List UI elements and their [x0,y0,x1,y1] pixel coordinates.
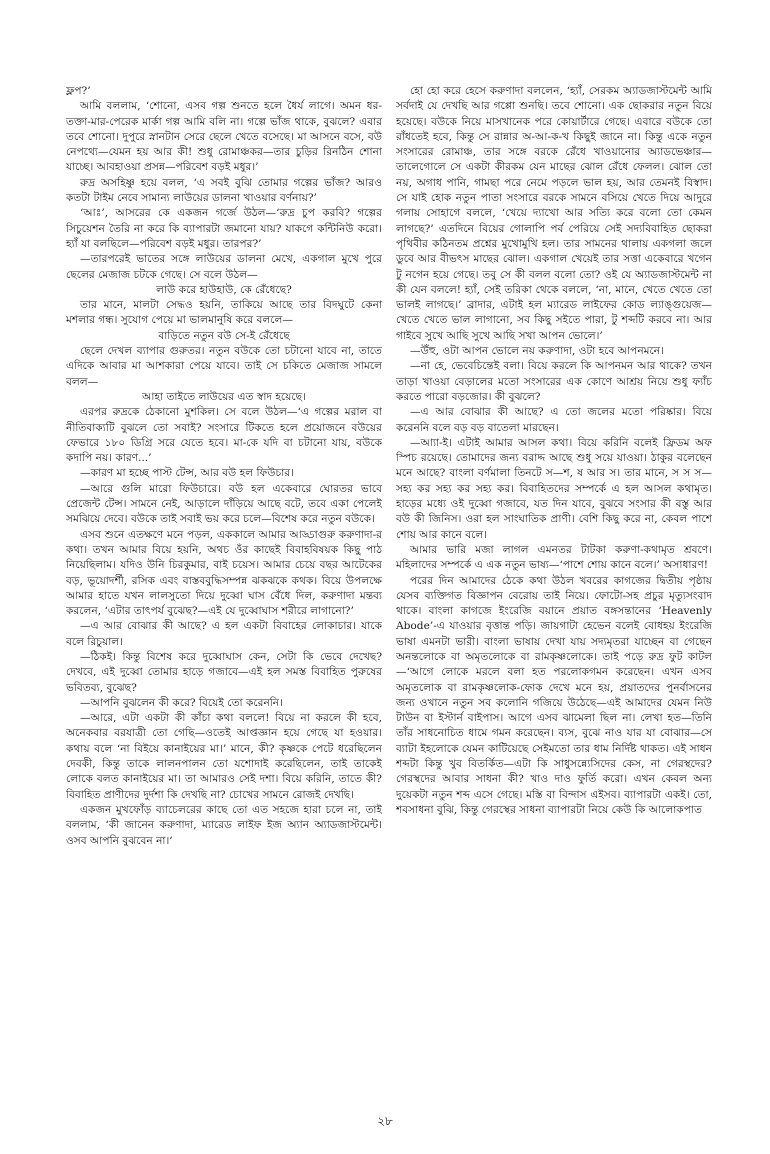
paragraph: —কারণ মা হচ্ছে পাস্ট টেন্স, আর বউ হল ফিউচার। [80,467,294,480]
paragraph: —উঁহু, ওটা আপন ভোলে নয় করুণাদা, ওটা হবে আপনমনে। [410,345,664,358]
paragraph: আমি বললাম, ‘শোনো, এসব গল্প শুনতে হলে ধৈর্য লাগে। অমন ধর-তক্তা-মার-পেরেক মার্কা গল্প আমি বলি না। গল্পে ভাঁজ থাকে, বুঝলে? এবার তবে শোনো। দুপুরে স্নানটান সেরে ছেলে খেতে বসেছে। মা আসনে বসে, বউ নেপথ্যে—যেমন হয় আর কী! শুধু রোমাঞ্চকর—তার চুড়ির রিনঠিন শোনা যাচ্ছে। আবহাওয়া প্রসন্ন—পরিবেশ বড়ই মধুর।’ [66,100,382,174]
paragraph: —এ আর বোঝার কী আছে? এ তো জলের মতো পরিষ্কার। বিয়ে করেননি বলে বড় বড় বাতেলা মারছেন। [396,406,712,434]
paragraph: এরপর রুদ্রকে ঠেকানো মুশকিল। সে বলে উঠল—‘এ গল্পের মরাল বা নীতিবাক্যটি বুঝলে তো সবাই? সংসারে টিকতে হলে প্রয়োজনে বউয়ের ফেভারে ১৮০ ডিগ্রি সরে যেতে হবে। মা-কে যদি বা চটানো যায়, বউকে কদাপি নয়। কারণ...’ [66,406,382,465]
paragraph: এসব শুনে এতক্ষণে মনে পড়ল, এককালে আমার আড্ডাগুরু করুণাদা-র কথা। তখন আমার বিয়ে হয়নি, অথচ ওঁর কাছেই বিবাহবিষয়ক কিছু পাঠ নিয়েছিলাম। যদিও উনি চিরকুমার, বাই চয়েস। আমার চেয়ে বছর আটেকের বড়, ভূয়োদর্শী, রসিক এবং বাস্তববুদ্ধিসম্পন্ন ঝকঝকে কথক। বিয়ে উপলক্ষে আমার হাতে যখন লালসুতো দিয়ে দুব্বো ঘাস বেঁধে দিল, করুণাদা মন্তব্য করলেন, ‘এটার তাৎপর্য বুঝেছ?—এই যে দুব্বোঘাস শরীরে লাগানো?’ [66,528,382,618]
paragraph: —এ আর বোঝার কী আছে? এ হল একটা বিবাহের লোকাচার। যাকে বলে রিচুয়াল। [66,620,382,648]
paragraph: হো হো করে হেসে করুণাদা বললেন, ‘হ্যাঁ, সেরকম অ্যাডজাস্টমেন্ট আমি সর্বদাই যে দেখছি আর গপ্পো শুনছি। তবে শোনো। এক ছোকরার নতুন বিয়ে হয়েছে। বউকে নিয়ে মাসখানেক পরে কোয়ার্টারে গেছে। এবারে বউকে তো রাঁধতেই হবে, কিন্তু সে রান্নার অ-আ-ক-খ কিছুই জানে না। কিন্তু একে নতুন সংসারের রোমাঞ্চ, তার সঙ্গে বরকে রেঁধে খাওয়ানোর অ্যাডভেঞ্চার—তালেগোলে সে একটা কীরকম যেন মাছের ঝোল রেঁধে ফেলল। ঝোল তো নয়, অগাধ পানি, গামছা পরে নেমে পড়লে ভাল হয়, আর তেমনই বিস্বাদ। সে যাই হোক নতুন পাতা সংসারে বরকে সামনে বসিয়ে খেতে দিয়ে আদুরে গলায় সোহাগে বললে, ‘খেয়ে দ্যাখো আর সত্যি করে বলো তো কেমন লাগছে?’ এতদিনে বিয়ের গোলাপি পর্ব পেরিয়ে সেই সদ্যবিবাহিত ছোকরা পৃথিবীর কঠিনতম প্রশ্নের মুখোমুখি হল। তার সামনের থালায় একগলা জলে ডুবে আর বীভৎস মাছের ঝোল। একগাল খেয়েই তার সত্তা একেবারে খগেন টু নগেন হয়ে গেছে। তবু সে কী বলল বলো তো? ওই যে অ্যাডজাস্টমেন্ট না কী যেন বললে! হ্যাঁ, সেই তরিকা থেকে বললে, ‘না, মানে, খেতে খেতে তো ভালই লাগছে।’ ব্রাদার, এটাই হল ম্যারেড লাইফের কোড ল্যাঙ্গুয়েজ—খেতে খেতে ভাল লাগানো, সব কিছু সইতে পারা, টু শব্দটি করবে না। আর গাইবে সুখে আছি সুখে আছি সখা আপন ভোলে।’ [396,85,712,342]
paragraph: একজন মুখফোঁড় ব্যাচেলরের কাছে তো এত সহজে হারা চলে না, তাই বললাম, ‘কী জানেন করুণাদা, ম্যারেড লাইফ ইজ অ্যান অ্যাডজাস্টমেন্ট। ওসব আপনি বুঝবেন না।’ [66,803,382,847]
paragraph: —ঠিকই। কিন্তু বিশেষ করে দুব্বোঘাস কেন, সেটা কি ভেবে দেখেছ? দেখবে, এই দুব্বো তোমার হাড়ে গজাবে—এই হল সমস্ত বিবাহিত পুরুষের ভবিতব্য, বুঝেছ? [66,650,382,694]
paragraph: রুদ্র অসহিষ্ণু হয়ে বলল, ‘এ সবই বুঝি তোমার গল্পের ভাঁজ? আরও কতটা টাইম নেবে সামান্য লাউয়ের ডালনা খাওয়ার বর্ণনায়?’ [66,176,382,205]
paragraph: —না হে, ভেবেচিন্তেই বলা। বিয়ে করলে কি আপনমন আর থাকে? তখন তাড়া খাওয়া বেড়ালের মতো সংসারের এক কোণে আশ্রয় নিয়ে শুধু ফ্যাঁচ করতে পারো বড়জোর। কী বুঝলে? [396,360,712,403]
left-text-column [66,84,382,1104]
paragraph: —তারপরেই ভাতের সঙ্গে লাউয়ের ডালনা মেখে, একগাল মুখে পুরে ছেলের মেজাজ চটকে গেছে। সে বলে উঠল— [66,253,382,281]
paragraph: —আরে গুলি মারো ফিউচারে। বউ হল একেবারে ঘোরতর ভাবে প্রেজেন্ট টেন্স। সামনে নেই, আড়ালে দাঁড়িয়ে আছে বটে, তবে একা পেলেই সমঝিয়ে দেবে। বউকে তাই সবাই ভয় করে চলে—বিশেষ করে নতুন বউকে। [66,482,382,526]
page-number: ২৮ [377,1114,393,1128]
right-text-column [396,84,712,1104]
paragraph: —আপনি বুঝলেন কী করে? বিয়েই তো করেননি। [80,696,283,709]
paragraph: —আরে, এটা একটা কী কাঁচা কথা বললে! বিয়ে না করলে কী হবে, অনেকবার বরযাত্রী তো গেছি—ওতেই আপ্তজ্ঞান হয়ে গেছে যা হওয়ার। কথায় বলে ‘না বিইয়ে কানাইয়ের মা।’ মানে, কী? কৃষ্ণকে পেটে ধরেছিলেন দেবকী, কিন্তু তাকে লালনপালন তো যশোদাই করেছিলেন, তাই তাকেই লোকে বলত কানাইয়ের মা। তা আমারও সেই দশা। বিয়ে করিনি, তাতে কী? বিবাহিত প্রাণীদের দুর্দশা কি দেখছি না? চোখের সামনে রোজই দেখছি। [66,712,382,801]
paragraph: পরের দিন আমাদের ঠেকে কথা উঠল খবরের কাগজের দ্বিতীয় পৃষ্ঠায় যেসব ব্যক্তিগত বিজ্ঞাপন বেরোয় তাই নিয়ে। ফোটো-সহ প্রচুর মৃত্যুসংবাদ থাকে। বাংলা কাগজে ইংরেজি বয়ানে প্রয়াত বঙ্গসন্তানের ‘Heavenly Abode’-এ যাওয়ার বৃত্তান্ত পড়ি। জায়গাটা হেভেন বলেই বোধহয় ইংরেজি ভাষা এমনটা ভারী। বাংলা ভাষায় দেখা যায় সদ্যমৃতরা যাচ্ছেন বা গেছেন অনন্তলোকে বা অমৃতলোকে বা রামকৃষ্ণলোকে। তাই পড়ে রুদ্র ফুট কাটল—‘আগে লোকে মরলে বলা হত পরলোকগমন করেছেন। এখন এসব অমৃতলোক বা রামকৃষ্ণলোক-ফোক দেখে মনে হয়, প্রয়াতদের পুনর্বাসনের জন্য ওখানে নতুন সব কলোনি গজিয়ে উঠেছে—এই আমাদের যেমন নিউ টাউন বা ইস্টার্ন বাইপাস। আগে এসব ঝামেলা ছিল না। লেখা হত—তিনি তাঁর সাধনোচিত ধামে গমন করেছেন। ব্যস, বুঝে নাও যার যা বোঝার—সে ব্যাটা ইহলোকে যেমন কাটিয়েছে সেইমতো তার ধাম নির্দিষ্ট থাকত। এই সাধন শব্দটা কিন্তু খুব বিতর্কিত—এটা কি সাধুসন্ন্যেসিদের কেস, না গেরস্থদের? গেরস্থদের আবার সাধনা কী? খাও দাও ফুর্তি করো। এখন কেবল অন্য দুয়েকটা নতুন শব্দ এসে গেছে। মস্তি বা বিন্দাস এইসব। ব্যাপারটা একই। তো, শবসাধনা বুঝি, কিন্তু গেরস্থের সাধনা ব্যাপারটা নিয়ে কেউ কি আলোকপাত [396,574,712,816]
paragraph: ফ্লপ?’ [66,85,91,97]
paragraph: —আ্যা-ই। এটাই আমার আসল কথা। বিয়ে করিনি বলেই ফ্রিডম অফ স্পিচ রয়েছে। তোমাদের জন্য বরাদ্দ আছে শুধু সয়ে যাওয়া। ঠাকুর বলেছেন মনে আছে? বাংলা বর্ণমালা তিনটে স—শ, ষ আর স। তার মানে, স স স—সহ্য কর সহ্য কর সহ্য কর। বিবাহিতদের সম্পর্কে এ হল আসল কথামৃত। হাড়ের মধ্যে ওই দুব্বো গজাবে, যত দিন যাবে, বুঝবে সংসার কী বস্তু আর বউ কী জিনিস। ওরা হল সাংঘাতিক প্রাণী। বেশি কিছু করে না, কেবল পাশে শোয় আর কানে বলে। [396,436,712,541]
paragraph: ছেলে দেখল ব্যাপার গুরুতর। নতুন বউকে তো চটানো যাবে না, তাতে এদিকে আবার মা আশকারা পেয়ে যাবে। তাই সে চকিতে মেজাজ সামলে বলল— [66,345,382,388]
paragraph: লাউ করে হাউহাউ, কে রেঁধেছে? [156,283,292,296]
paragraph: আমার ভারি মজা লাগল এমনতর টাটকা করুণা-কথামৃত শ্রবণে। মহিলাদের সম্পর্কে এ এক নতুন ভাষ্য—‘পাশে শোয় কানে বলে।’ অসাধারণ! [396,543,712,572]
paragraph: তার মানে, মালটা সেদ্ধও হয়নি, তাকিয়ে আছে তার বিদঘুটে কেনা মশলার গন্ধ। সুযোগ পেয়ে মা ভালমানুষি করে বললে— [66,299,382,327]
paragraph: ‘আঃ’, আসরের কে একজন গর্জে উঠল—‘রুদ্র চুপ করবি? গল্পের সিচুয়েশন তৈরি না করে কি ব্যাপারটা জমানো যায়? যাকগে কন্টিনিউ করো। হ্যাঁ যা বলছিলে—পরিবেশ বড়ই মধুর। তারপর?’ [66,207,382,250]
paragraph: বাড়িতে নতুন বউ সে-ই রেঁধেছে [158,329,290,342]
paragraph: আহা তাইতে লাউয়ের এত স্বাদ হয়েছে। [142,390,306,403]
